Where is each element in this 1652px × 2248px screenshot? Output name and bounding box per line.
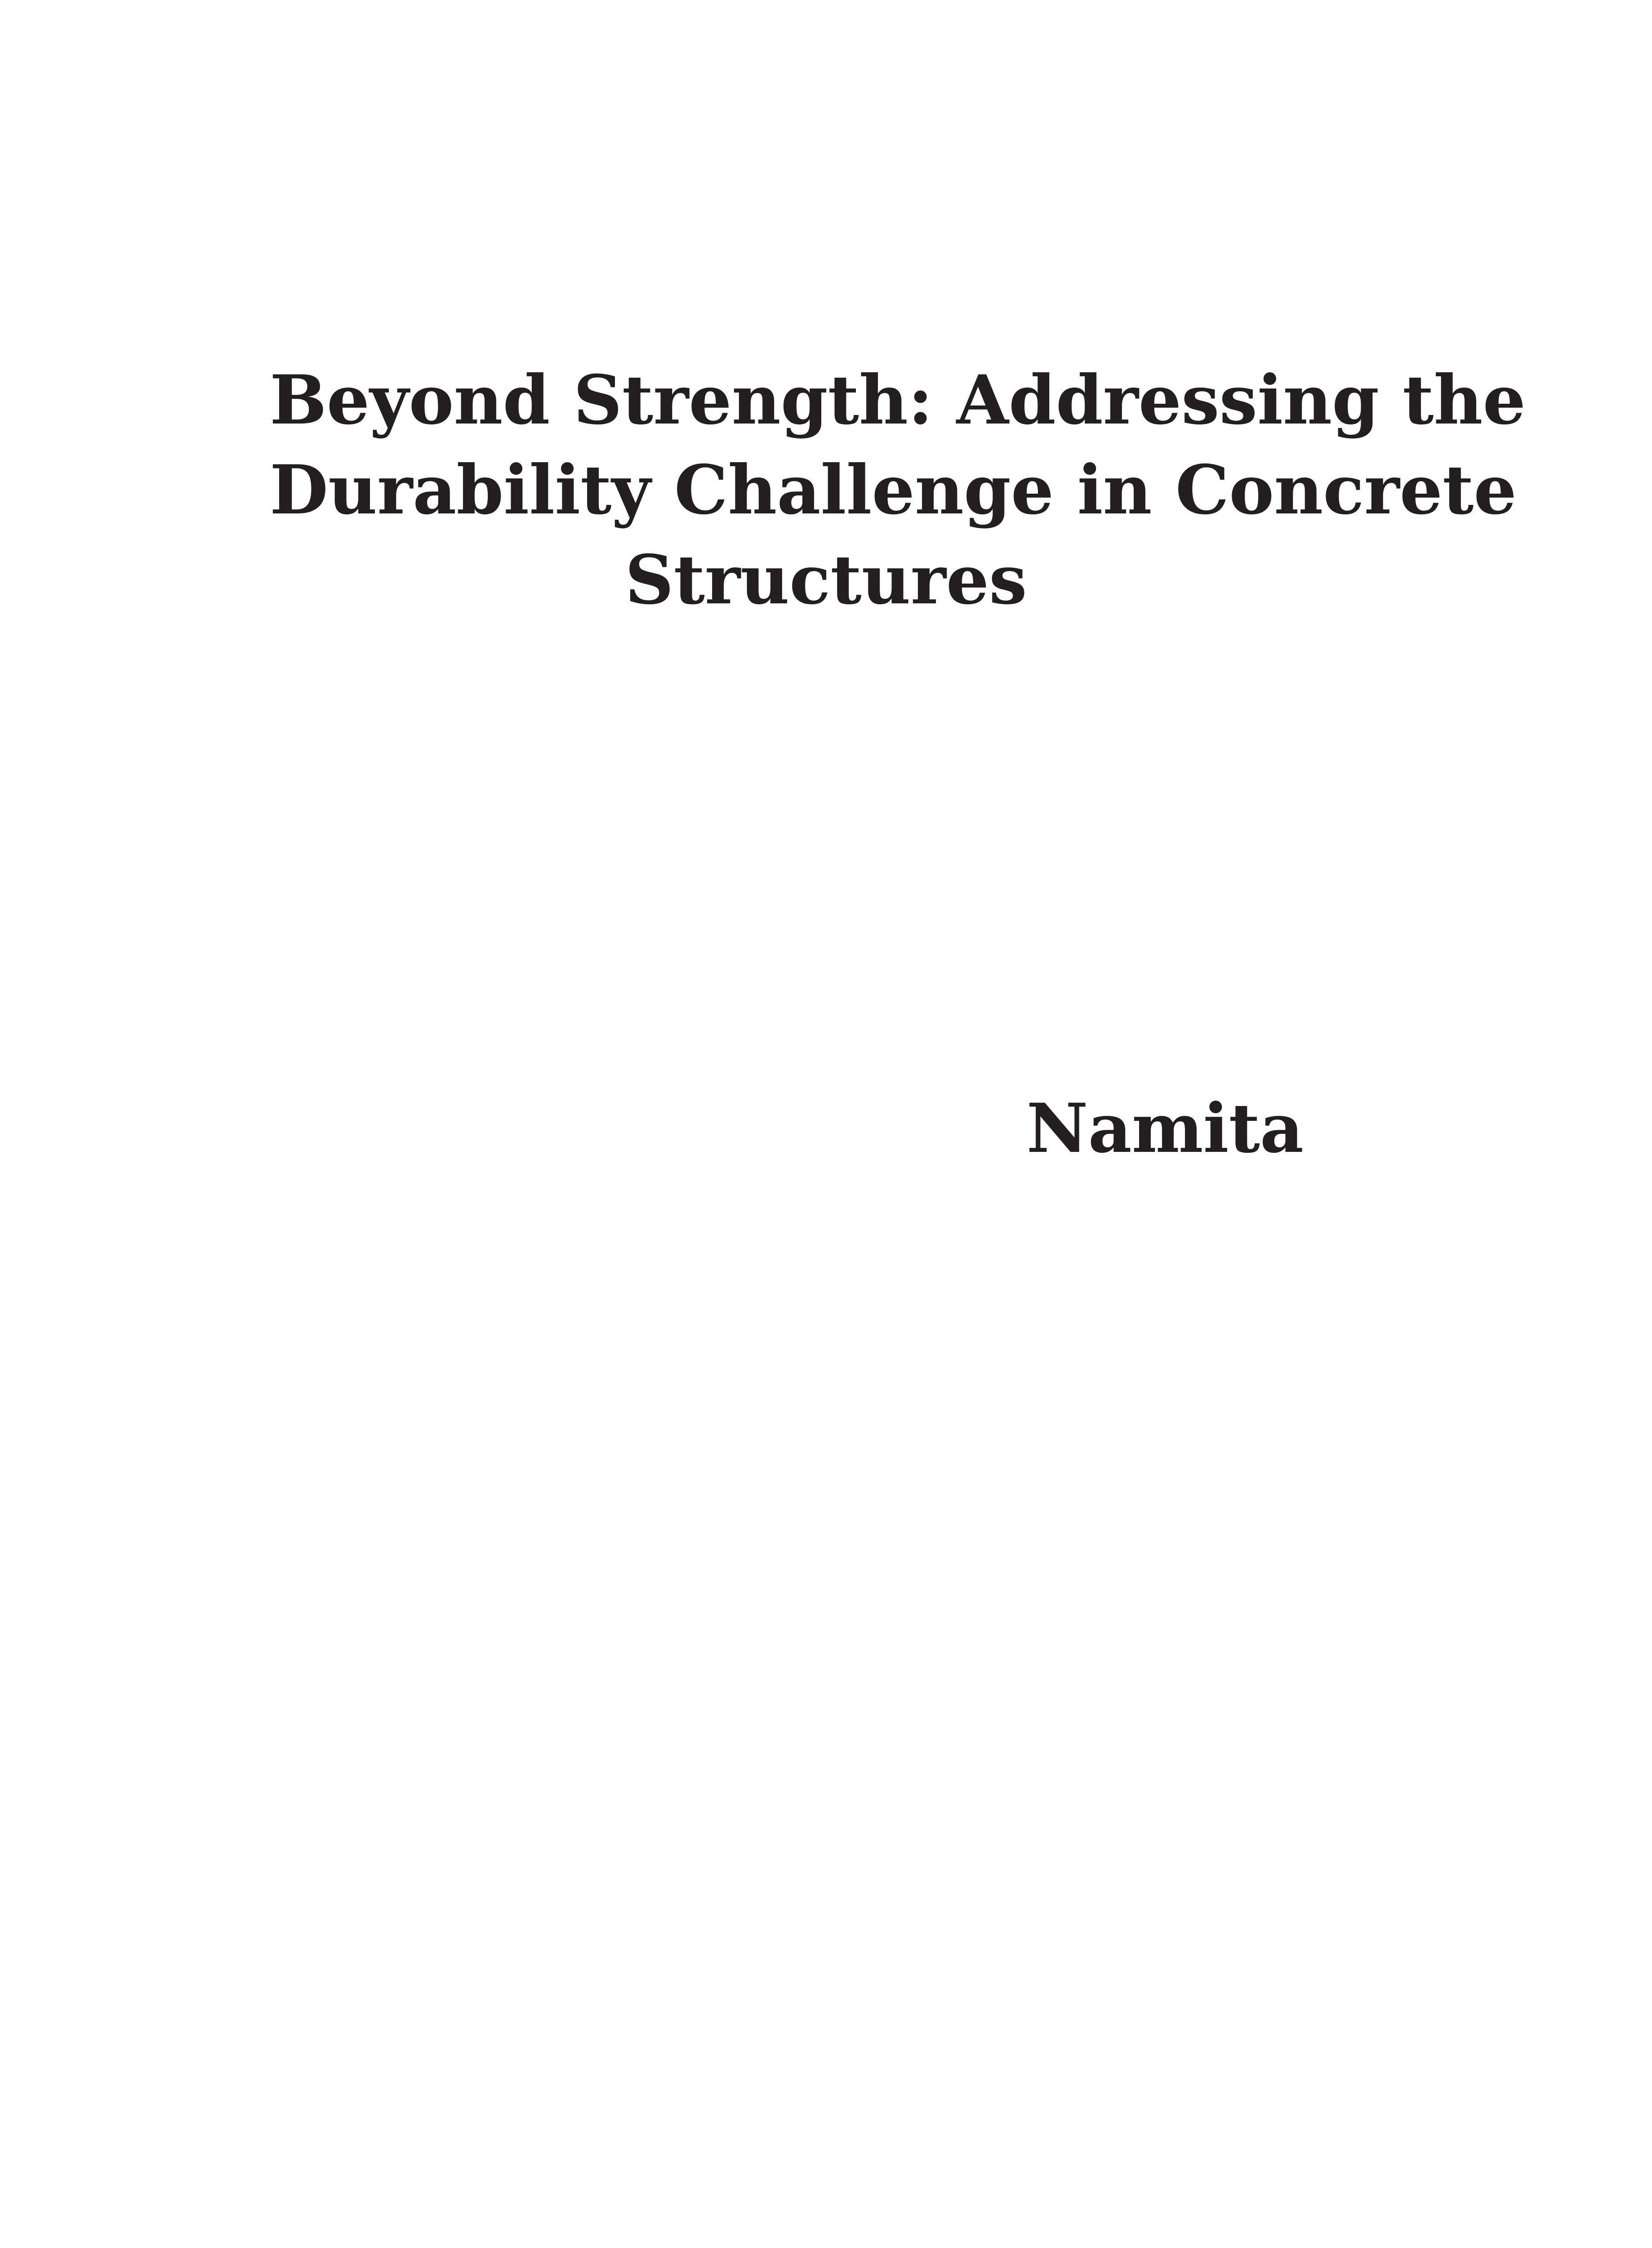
title-line-1: Beyond Strength: Addressing the — [270, 361, 1526, 440]
author-name: Namita — [1026, 1089, 1304, 1168]
title-line-3: Structures — [625, 540, 1027, 620]
title-line-2: Durability Challenge in Concrete — [270, 450, 1517, 530]
book-title — [270, 355, 1526, 625]
